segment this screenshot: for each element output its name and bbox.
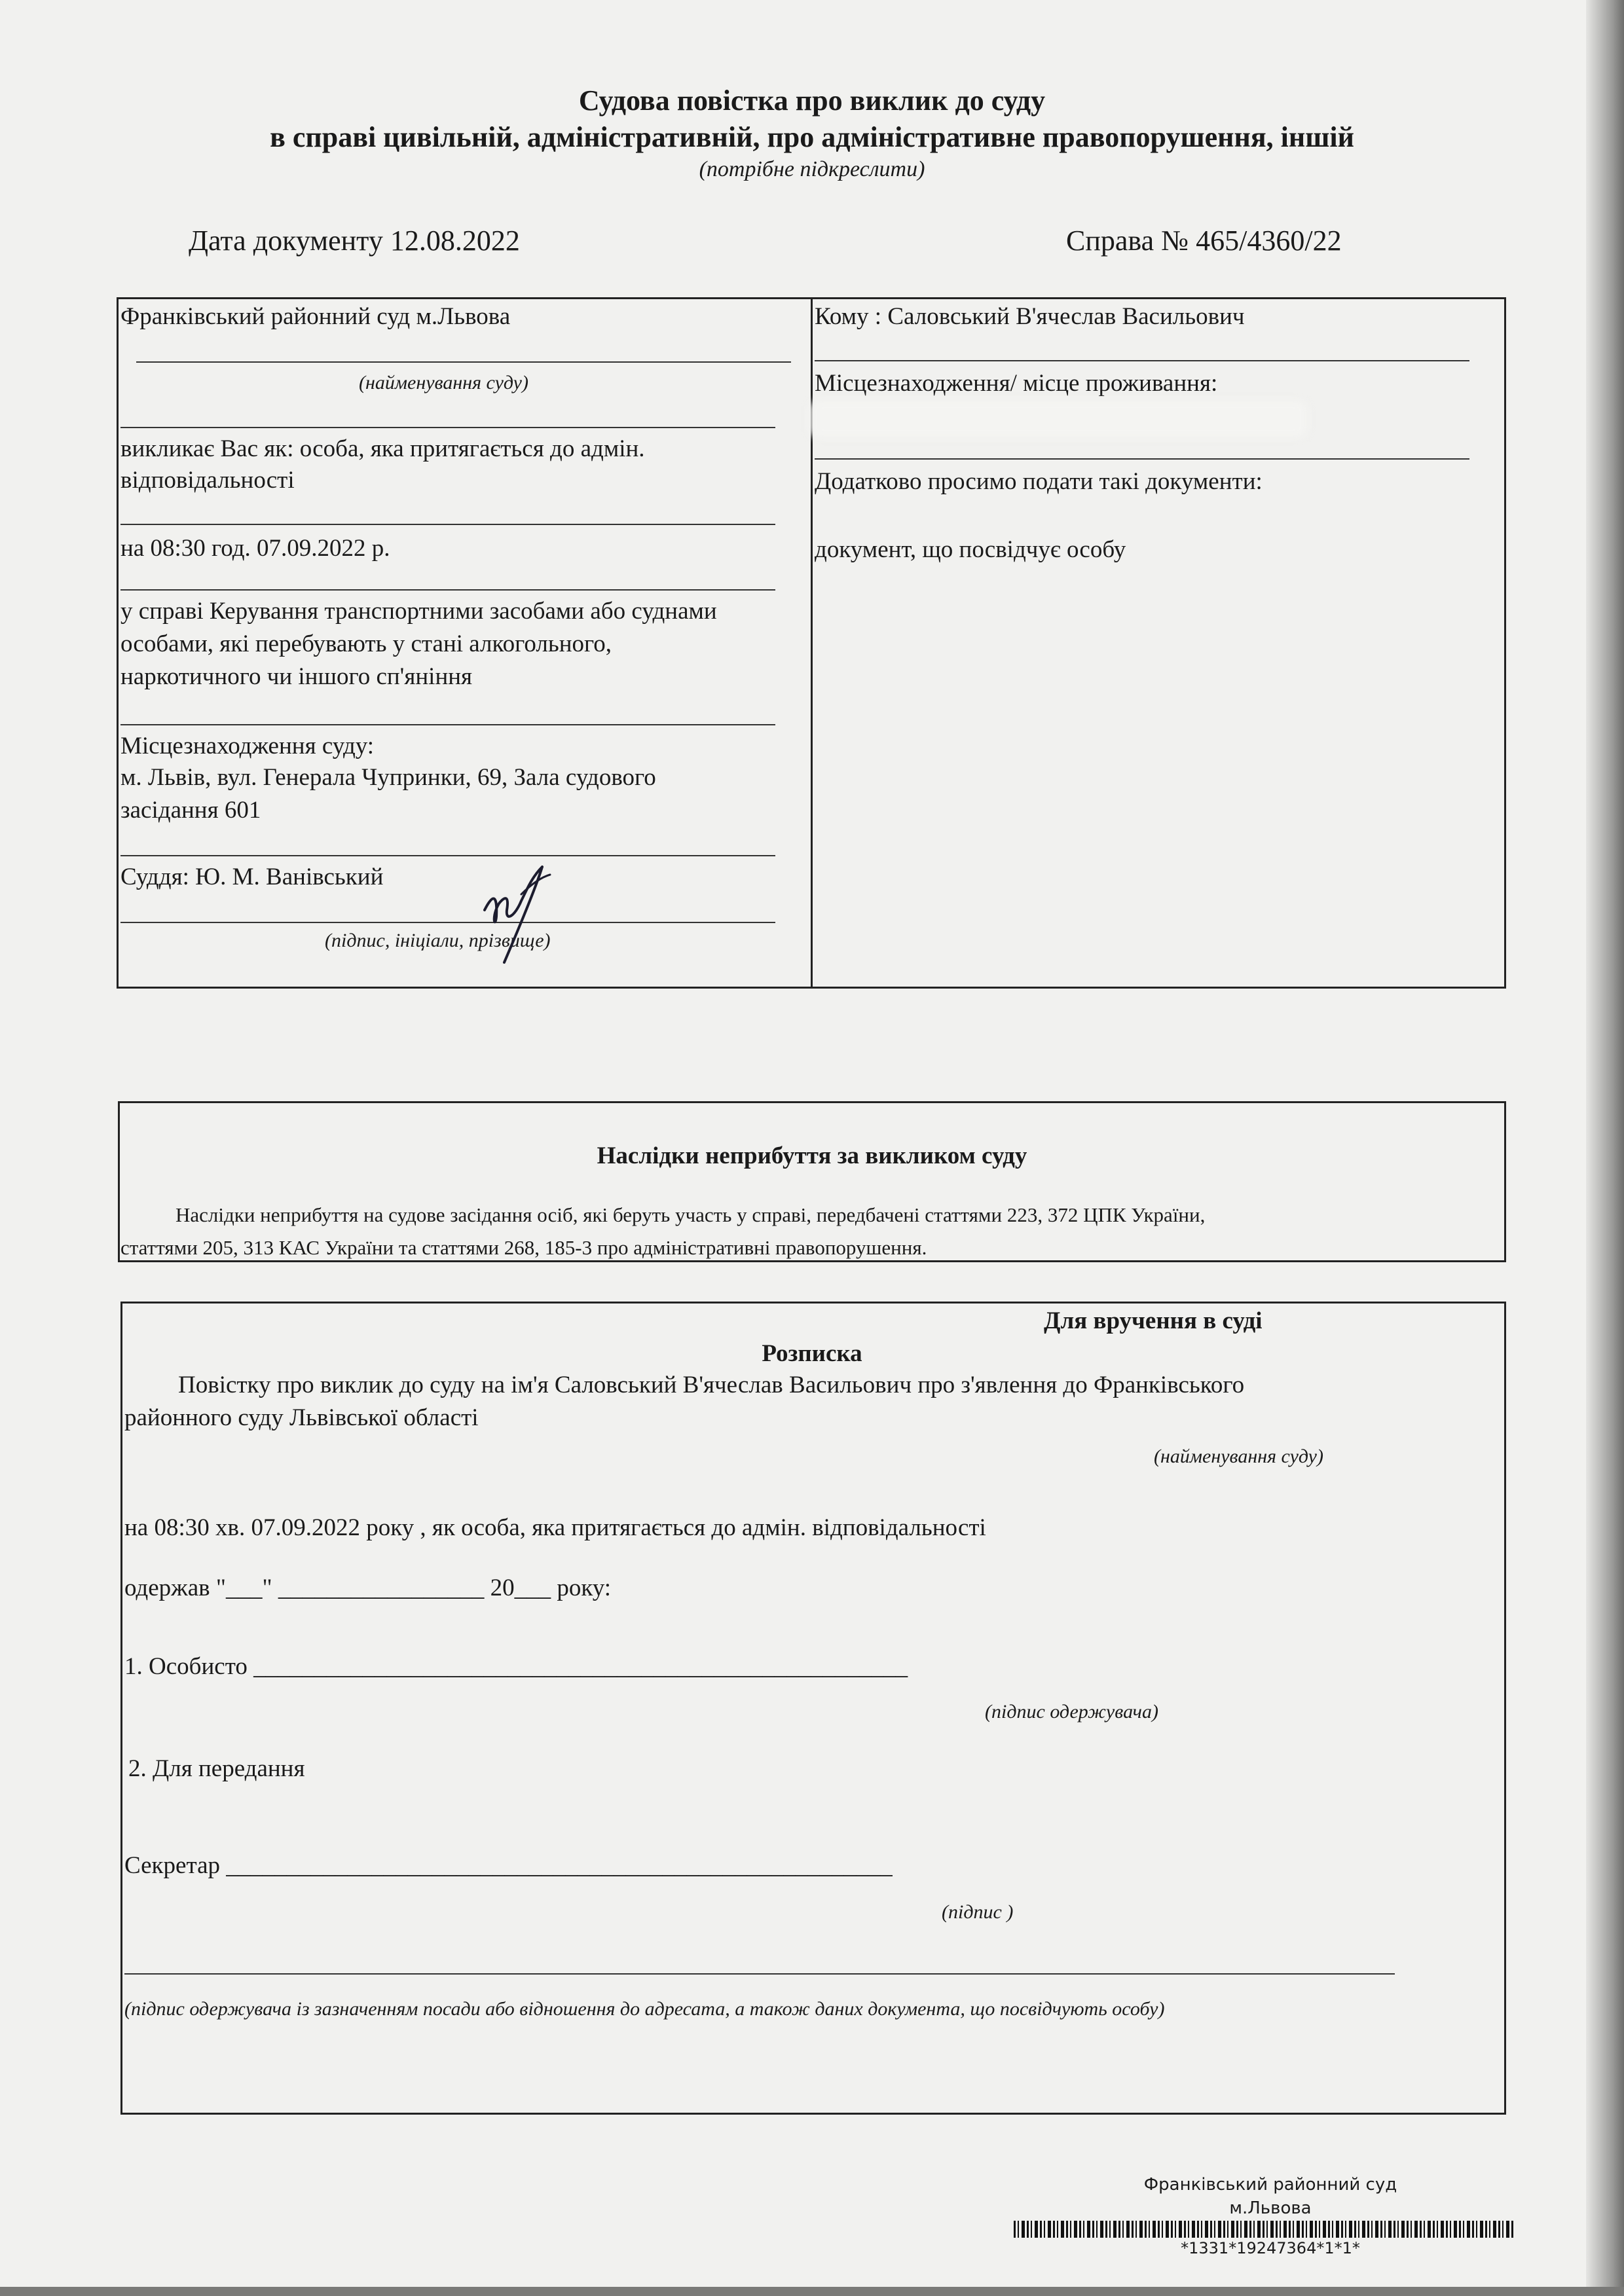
- personally-line: 1. Особисто ______________________________________________________: [124, 1653, 908, 1680]
- redacted-address: [809, 401, 1307, 437]
- received-date-line: одержав "___" _________________ 20___ року:: [124, 1575, 612, 1601]
- scan-edge: [1586, 0, 1624, 2296]
- case-subject-line2: особами, які перебувають у стані алкогольного,: [120, 630, 612, 657]
- secretary-sign-hint: (підпис ): [942, 1901, 1014, 1923]
- underline-note: (потрібне підкреслити): [699, 157, 925, 181]
- stamp-court-name: Франківський районний суд: [1143, 2175, 1397, 2195]
- secretary-line: Секретар _______________________________________________________: [124, 1852, 893, 1879]
- recipient-name: Кому : Саловський В'ячеслав Васильович: [815, 303, 1245, 330]
- receipt-text-line1: Повістку про виклик до суду на ім'я Саловський В'ячеслав Васильович про з'явлення до Франківського: [178, 1372, 1245, 1398]
- barcode: [1014, 2221, 1514, 2238]
- judge-name: Суддя: Ю. М. Ванівський: [120, 864, 384, 890]
- hearing-time: на 08:30 год. 07.09.2022 р.: [120, 535, 390, 562]
- court-location-label: Місцезнаходження суду:: [120, 733, 375, 759]
- receipt-time-line: на 08:30 хв. 07.09.2022 року , як особа, яка притягається до адмін. відповідальності: [124, 1514, 986, 1541]
- divider: [815, 458, 1469, 460]
- for-court-label: Для вручення в суді: [1044, 1307, 1263, 1334]
- summons-role-line2: відповідальності: [120, 467, 295, 494]
- case-subject-line1: у справі Керування транспортними засобами або суднами: [120, 598, 717, 625]
- receipt-title: Розписка: [762, 1340, 862, 1367]
- divider: [120, 724, 775, 725]
- case-subject-line3: наркотичного чи іншого сп'яніння: [120, 663, 473, 690]
- receipt-footer-hint: (підпис одержувача із зазначенням посади або відношення до адресата, а також даних документа, що посвідчують особу): [124, 1998, 1165, 2020]
- scan-edge-bottom: [0, 2287, 1624, 2296]
- transfer-label: 2. Для передання: [128, 1755, 305, 1782]
- court-hint: (найменування суду): [359, 372, 528, 393]
- court-name: Франківський районний суд м.Львова: [120, 303, 511, 330]
- divider: [120, 524, 775, 525]
- summons-role-line1: викликає Вас як: особа, яка притягається до адмін.: [120, 435, 645, 462]
- court-location-line2: засідання 601: [120, 797, 261, 824]
- signature-icon: [458, 838, 589, 969]
- barcode-text: *1331*19247364*1*1*: [1181, 2239, 1360, 2257]
- document-title: Судова повістка про виклик до суду: [578, 84, 1046, 117]
- receipt-court-hint: (найменування суду): [1154, 1446, 1323, 1467]
- divider: [815, 360, 1469, 361]
- recipient-address-label: Місцезнаходження/ місце проживання:: [815, 370, 1218, 397]
- consequences-title: Наслідки неприбуття за викликом суду: [597, 1142, 1027, 1169]
- divider: [120, 589, 775, 591]
- court-underline: [136, 361, 791, 363]
- divider: [120, 922, 775, 923]
- case-number: Справа № 465/4360/22: [1066, 225, 1342, 257]
- recipient-sign-hint: (підпис одержувача): [985, 1701, 1158, 1722]
- recipient-details-line: [124, 1973, 1395, 1975]
- consequences-text-line1: Наслідки неприбуття на судове засідання осіб, які беруть участь у справі, передбачені статтями 223, 372 ЦПК України,: [175, 1203, 1206, 1226]
- judge-sign-hint: (підпис, ініціали, прізвище): [325, 930, 551, 951]
- document-date: Дата документу 12.08.2022: [189, 225, 520, 257]
- column-divider: [811, 297, 813, 989]
- court-location-line1: м. Львів, вул. Генерала Чупринки, 69, Зала судового: [120, 764, 656, 791]
- stamp-court-city: м.Львова: [1229, 2198, 1312, 2218]
- divider: [120, 855, 775, 856]
- divider: [120, 427, 775, 428]
- document-subtitle: в справі цивільній, адміністративній, про адміністративне правопорушення, іншій: [270, 121, 1354, 153]
- required-document: документ, що посвідчує особу: [815, 536, 1126, 563]
- extra-documents-label: Додатково просимо подати такі документи:: [815, 468, 1263, 495]
- receipt-text-line2: районного суду Львівської області: [124, 1404, 479, 1431]
- consequences-text-line2: статтями 205, 313 КАС України та статтями 268, 185-3 про адміністративні правопорушення.: [120, 1236, 927, 1259]
